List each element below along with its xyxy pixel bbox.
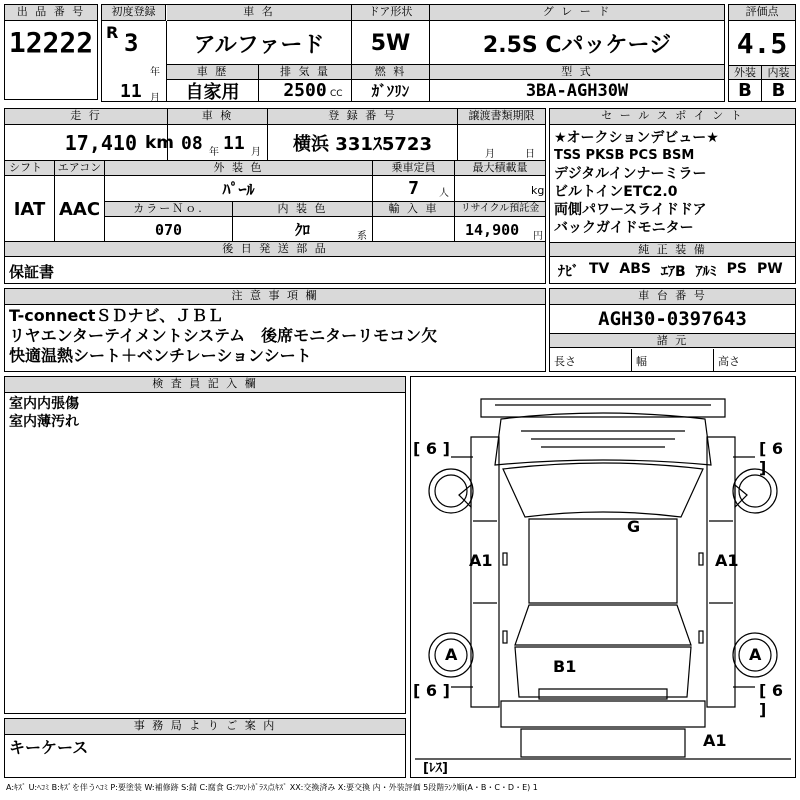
roof-mark: G	[627, 517, 641, 536]
dimensions-label: 諸 元	[550, 333, 795, 348]
exterior-label: 外装	[729, 65, 762, 80]
rear-left-mark: A	[445, 645, 458, 664]
reg-no: 横浜 331ｽ5723	[268, 125, 458, 161]
lot-number-box	[4, 4, 98, 100]
first-reg-year: 3	[124, 29, 139, 57]
import-cell	[373, 217, 455, 242]
recycle-fee: 14,900	[465, 221, 520, 239]
chassis-number: AGH30-0397643	[598, 308, 747, 330]
history: 自家用	[167, 80, 259, 101]
interior-label: 内装	[762, 65, 795, 80]
fuel: ｶﾞｿﾘﾝ	[352, 80, 430, 101]
equipment-item: ｴｱB	[660, 264, 686, 280]
height-label: 高さ	[718, 355, 740, 368]
note-line: 快適温熱シート＋ベンチレーションシート	[9, 347, 312, 365]
note-line: リヤエンターテイメントシステム 後席モニターリモコン欠	[9, 327, 438, 345]
load-label: 最大積載量	[455, 161, 545, 176]
cc-unit: CC	[330, 89, 343, 99]
sales-points-label: セ ー ル ス ポ イ ン ト	[550, 109, 795, 125]
equipment-item: ｱﾙﾐ	[695, 264, 717, 280]
ac-label: エアコン	[55, 161, 105, 176]
width-label: 幅	[632, 349, 714, 371]
inspection-month: 11	[223, 133, 245, 154]
grade: 2.5S Cパッケージ	[482, 32, 672, 58]
chassis-box	[549, 288, 796, 372]
equipment-item: ABS	[619, 261, 651, 277]
sales-point: デジタルインナーミラー	[554, 166, 707, 182]
reg-no-label: 登 録 番 号	[268, 109, 458, 125]
vehicle-detail-box	[4, 108, 546, 284]
ext-color-label: 外 装 色	[105, 161, 373, 176]
tire-front-right-mark: [ 6 ]	[759, 439, 784, 477]
equipment-item: TV	[589, 261, 610, 277]
notes-label: 注 意 事 項 欄	[5, 289, 545, 305]
car-name-label: 車 名	[167, 5, 352, 21]
tire-rear-right-mark: [ 6 ]	[759, 681, 784, 719]
load-unit: kg	[531, 184, 545, 197]
right-door-mark: A1	[715, 551, 739, 570]
score-box	[728, 4, 796, 102]
lot-number: 12222	[8, 25, 94, 59]
rear-right-mark: A	[749, 645, 762, 664]
first-reg-label: 初度登録	[102, 5, 166, 21]
recycle-label: リサイクル預託金	[455, 202, 545, 217]
era: R	[106, 23, 119, 42]
capacity: 7	[373, 176, 455, 202]
capacity-label: 乗車定員	[373, 161, 455, 176]
interior-grade: B	[771, 80, 786, 101]
mileage: 17,410	[5, 125, 168, 161]
int-color-unit: 系	[357, 231, 367, 242]
divider	[102, 21, 167, 101]
note-line: T-connectＳＤナビ、ＪＢＬ	[9, 307, 224, 325]
inspector-box	[4, 376, 406, 714]
sales-points-box	[549, 108, 796, 284]
damage-diagram	[410, 376, 796, 778]
month-unit: 月	[150, 93, 160, 104]
sales-point: ★オークションデビュー★	[554, 130, 719, 146]
sales-point: バックガイドモニター	[554, 220, 694, 236]
import-label: 輸 入 車	[373, 202, 455, 217]
car-outline	[411, 377, 795, 777]
first-reg-month: 11	[120, 81, 142, 102]
car-name: アルファード	[167, 21, 352, 65]
transfer-month: 月	[485, 149, 495, 160]
equipment-label: 純 正 装 備	[550, 242, 795, 257]
inspector-note: 室内薄汚れ	[9, 414, 79, 430]
office-note: キーケース	[9, 739, 89, 757]
color-no: 070	[105, 217, 233, 242]
door-label: ドア形状	[352, 5, 430, 21]
first-registration-box	[101, 4, 725, 102]
int-color-label: 内 装 色	[233, 202, 373, 217]
shift: IAT	[5, 176, 55, 242]
later-parts: 保証書	[9, 263, 55, 281]
inspection-label: 車 検	[168, 109, 268, 125]
km-unit: km	[145, 133, 175, 153]
later-parts-label: 後 日 発 送 部 品	[5, 242, 545, 257]
equipment-list	[558, 261, 794, 281]
displacement-label: 排 気 量	[259, 65, 352, 80]
inspection-year: 08	[181, 133, 203, 154]
shift-label: シフト	[5, 161, 55, 176]
office-label: 事 務 局 よ り ご 案 内	[5, 719, 405, 735]
ext-color: ﾊﾟｰﾙ	[105, 176, 373, 202]
inspection-year-unit: 年	[209, 147, 219, 158]
sales-point: 両側パワースライドドア	[554, 202, 707, 218]
sales-point: TSS PKSB PCS BSM	[554, 148, 695, 163]
equipment-item: PW	[757, 261, 783, 277]
yen-unit: 円	[533, 231, 543, 242]
inspector-note: 室内内張傷	[9, 396, 79, 412]
grade-label: グ レ ー ド	[430, 5, 724, 21]
year-unit: 年	[150, 67, 160, 78]
displacement: 2500	[259, 80, 352, 101]
spare-tire-mark: [ﾚｽ]	[423, 761, 448, 776]
door-type: 5W	[352, 21, 430, 65]
length-label: 長さ	[550, 349, 632, 371]
inspection-month-unit: 月	[251, 147, 261, 158]
transfer-label: 譲渡書類期限	[458, 109, 545, 125]
capacity-unit: 人	[439, 188, 449, 199]
color-no-label: カラーＮｏ.	[105, 202, 233, 217]
model-code: 3BA-AGH30W	[525, 80, 629, 101]
fuel-label: 燃 料	[352, 65, 430, 80]
score-label: 評価点	[729, 5, 795, 21]
score: 4.5	[736, 26, 788, 60]
exterior-grade: B	[729, 80, 762, 101]
inspector-label: 検 査 員 記 入 欄	[5, 377, 405, 393]
legend: A:ｷｽﾞ U:ﾍｺﾐ B:ｷｽﾞを伴うﾍｺﾐ P:要塗装 W:補修跡 S:錆 C:腐食 G:ﾌﾛﾝﾄｶﾞﾗｽ点ｷｽﾞ XX:交換済み X:要交換 内・外装評価 5段階ﾗﾝｸ順(A・B・C・D・E) 1	[6, 783, 538, 792]
mileage-label: 走 行	[5, 109, 168, 125]
history-label: 車 歴	[167, 65, 259, 80]
tire-front-left-mark: [ 6 ]	[413, 439, 450, 458]
lot-number-label: 出 品 番 号	[5, 5, 97, 21]
model-code-label: 型 式	[430, 65, 724, 80]
equipment-item: PS	[726, 261, 747, 277]
equipment-item: ﾅﾋﾞ	[558, 264, 579, 280]
chassis-label: 車 台 番 号	[550, 289, 795, 305]
left-door-mark: A1	[469, 551, 493, 570]
ac: AAC	[55, 176, 105, 242]
tire-rear-left-mark: [ 6 ]	[413, 681, 450, 700]
transfer-day: 日	[525, 149, 535, 160]
int-color: ｸﾛ	[233, 217, 373, 242]
sales-point: ビルトインETC2.0	[554, 184, 678, 200]
rear-bumper-mark: A1	[703, 731, 727, 750]
notes-box	[4, 288, 546, 372]
office-box	[4, 718, 406, 778]
tailgate-mark: B1	[553, 657, 577, 676]
